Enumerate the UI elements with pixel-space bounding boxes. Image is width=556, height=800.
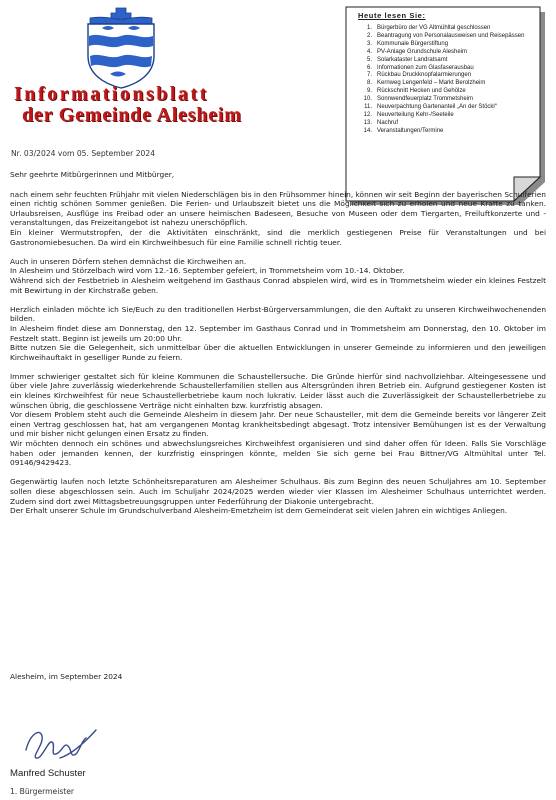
- paragraph: Während sich der Festbetrieb in Alesheim weitgehend im Gasthaus Conrad abspielen wird, wird es in Trommetsheim wieder ein kleines Festzelt mit Bewirtung in der Kirchstraße geben.: [10, 275, 546, 295]
- contents-item: 3. Kommunale Bürgerstiftung: [366, 40, 449, 47]
- paragraph: Der Erhalt unserer Schule im Grundschulverband Alesheim-Emetzheim ist dem Gemeinderat seit vielen Jahren ein wichtiges Anliegen.: [10, 506, 508, 516]
- paragraph: Immer schwieriger gestaltet sich für kleine Kommunen die Schaustellersuche. Die Gründe hierfür sind nachvollziehbar. Alteingesessene und über viele Jahre zuverlässig wiederkehrende Schaustellerfamilien stellen aus Altersgründen ihren Betrieb ein. Aufgrund gestiegener Kosten ist ein kleines Kirchweihfest für neue Schaustellerbetriebe kaum noch lukrativ. Leider lässt auch die Zuverlässigkeit der Schaustellerbetriebe zu wünschen übrig, die geschlossene Verträge nicht einhalten bzw. kurzfristig absagen.: [10, 371, 546, 410]
- contents-item: 13. Nachruf: [363, 119, 399, 126]
- masthead-title: [12, 84, 312, 126]
- contents-item: 4. PV-Anlage Grundschule Alesheim: [366, 48, 468, 55]
- title-line-2: der Gemeinde Alesheim: [22, 104, 242, 126]
- contents-list: [354, 25, 538, 136]
- issue-number: Nr. 03/2024 vom 05. September 2024: [11, 149, 156, 158]
- signer-role: 1. Bürgermeister: [10, 787, 75, 796]
- paragraph: Herzlich einladen möchte ich Sie/Euch zu den traditionellen Herbst-Bürgerversammlungen, die den Auftakt zu unseren Kirchweihwochenenden bilden.: [10, 304, 546, 324]
- paragraph: In Alesheim findet diese am Donnerstag, den 12. September im Gasthaus Conrad und in Trommetsheim am Donnerstag, den 10. Oktober im Festzelt statt. Beginn ist jeweils um 20:00 Uhr.: [10, 323, 546, 343]
- paragraph: Wir möchten dennoch ein schönes und abwechslungsreiches Kirchweihfest organisieren und sind daher offen für Ideen. Falls Sie Vorschläge haben oder jemanden kennen, der kurzfristig einspringen könnte, melden Sie sich gerne bei Frau Bittner/VG Altmühltal unter Tel. 09146/9429423.: [10, 439, 546, 468]
- contents-item: 14. Veranstaltungen/Termine: [363, 127, 444, 134]
- paragraph: nach einem sehr feuchten Frühjahr mit vielen Niederschlägen bis in den Frühsommer hinein, können wir seit Beginn der bayerischen Schulferien einen richtig schönen Sommer genießen. Die Ferien- und Urlaubszeit bietet uns die Möglichkeit sich zu erholen und neue Kräfte zu tanken. Urlaubsreisen, Ausflüge ins Freibad oder an unsere heimischen Badeseen, Besuche von Museen oder dem Tiergarten, Freiluftkonzerte und -veranstaltungen, das Freizeitangebot ist nahezu unerschöpflich.: [10, 189, 546, 228]
- contents-item: 2. Beantragung von Personalausweisen und Reisepässen: [366, 32, 525, 39]
- contents-item: 9. Rückschnitt Hecken und Gehölze: [366, 88, 466, 95]
- letter-body: [10, 170, 546, 525]
- coat-of-arms-icon: [82, 6, 160, 90]
- contents-item: 1. Bürgerbüro der VG Altmühltal geschlossen: [366, 25, 491, 31]
- signature-icon: [20, 720, 102, 766]
- paragraph: Gegenwärtig laufen noch letzte Schönheitsreparaturen am Alesheimer Schulhaus. Bis zum Beginn des neuen Schuljahres am 10. September sollen diese abgeschlossen sein. Auch im Schuljahr 2024/2025 werden wieder vier Klassen im Alesheimer Schulhaus unterrichtet werden. Zudem sind dort zwei Mittagsbetreuungsgruppen unter Federführung der Diakonie untergebracht.: [10, 477, 546, 506]
- contents-item: 11. Neuverpachtung Gartenanteil „An der Stöckl“: [364, 104, 497, 111]
- contents-item: 6. Informationen zum Glasfaserausbau: [366, 64, 474, 71]
- paragraph: Auch in unseren Dörfern stehen demnächst die Kirchweihen an.: [10, 256, 247, 266]
- signer-name: Manfred Schuster: [10, 768, 86, 779]
- contents-item: 5. Solarkataster Landratsamt: [366, 56, 448, 63]
- title-line-1: Informationsblatt: [14, 83, 209, 105]
- salutation: Sehr geehrte Mitbürgerinnen und Mitbürger,: [10, 170, 175, 179]
- closing-line: Alesheim, im September 2024: [10, 672, 123, 681]
- paragraph: Vor diesem Problem steht auch die Gemeinde Alesheim in diesem Jahr. Der neue Schausteller, mit dem die Gemeinde bereits vor längerer Zeit einen Vertrag geschlossen hat, hat am vergangenen Montag krankheitsbedingt abgesagt. Trotz intensiver Bemühungen ist es der Verwaltung und mir bisher nicht gelungen einen Ersatz zu finden.: [10, 410, 546, 439]
- paragraph: In Alesheim und Störzelbach wird vom 12.-16. September gefeiert, in Trommetsheim vom 10.-14. Oktober.: [10, 266, 405, 276]
- contents-item: 8. Kernweg Lengenfeld – Markt Berolzheim: [366, 80, 486, 87]
- contents-item: 7. Rückbau Druckknopfalarmierungen: [366, 72, 472, 79]
- contents-heading: Heute lesen Sie:: [358, 11, 426, 20]
- contents-box: [344, 5, 542, 197]
- contents-item: 10. Sonnwendfeuerplatz Trommetsheim: [363, 96, 474, 103]
- paragraph: Bitte nutzen Sie die Gelegenheit, sich unmittelbar über die aktuellen Entwicklungen in unserer Gemeinde zu informieren und den jeweiligen Kirchweihauftakt in geselliger Runde zu feiern.: [10, 343, 546, 362]
- contents-item: 12. Neuverteilung Kehr-/Seeteile: [363, 111, 454, 118]
- paragraph: Ein kleiner Wermutstropfen, der die Aktivitäten einschränkt, sind die merklich gestiegenen Preise für Veranstaltungen und bei Gastronomiebesuchen. Da wird ein Kirchweihbesuch für eine Familie schnell richtig teuer.: [10, 227, 546, 247]
